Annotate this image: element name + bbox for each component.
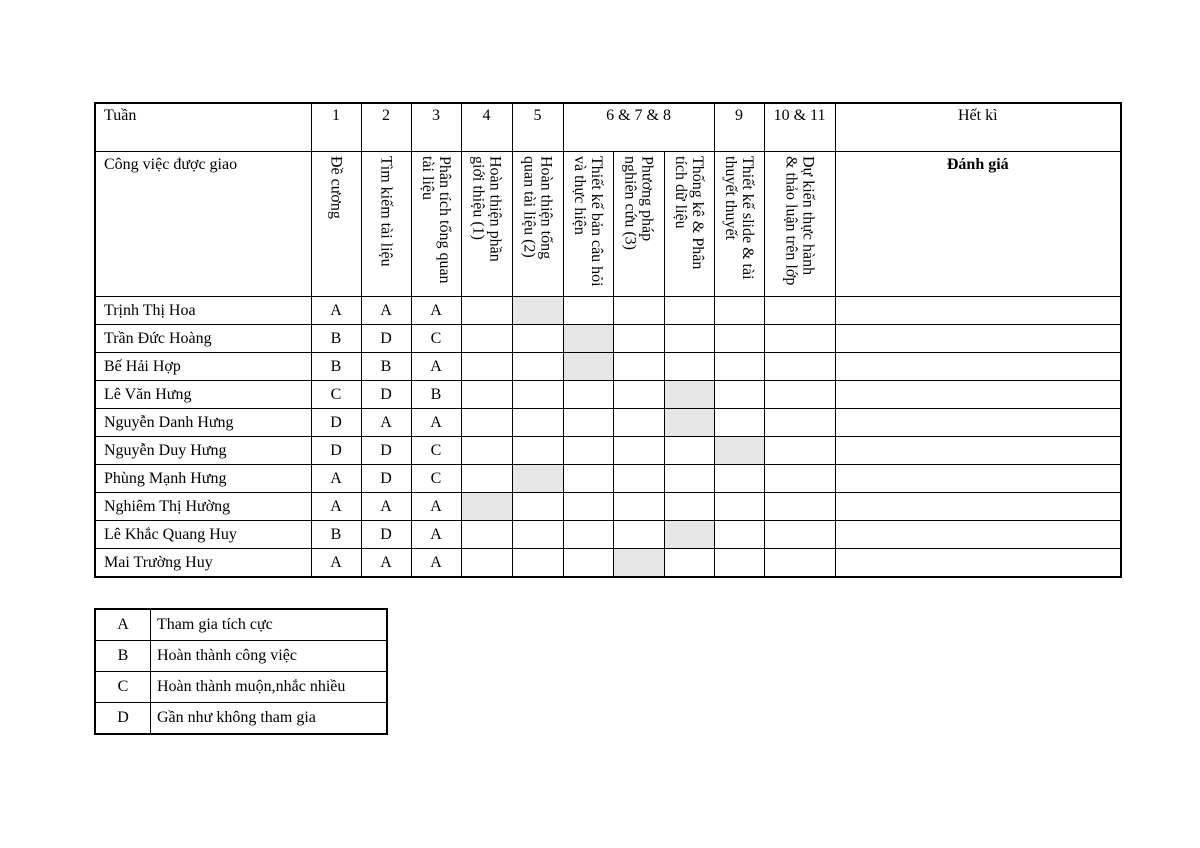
task-cell: [613, 325, 664, 353]
task-cell: [613, 381, 664, 409]
task-cell: [664, 325, 714, 353]
task-cell: [563, 297, 613, 325]
grade-cell: B: [411, 381, 461, 409]
task-cell: [512, 437, 563, 465]
student-row: [95, 297, 1121, 325]
task-cell: [361, 152, 411, 297]
task-cell: [563, 381, 613, 409]
task-cell: [563, 353, 613, 381]
student-row: [95, 325, 1121, 353]
task-cell: [512, 465, 563, 493]
task-cell: [512, 325, 563, 353]
task-cell: [461, 353, 512, 381]
grade-cell: D: [361, 325, 411, 353]
task-cell: [664, 353, 714, 381]
task-cell: [512, 549, 563, 578]
task-cell: [461, 493, 512, 521]
grade-cell: D: [311, 437, 361, 465]
grade-cell: A: [411, 493, 461, 521]
task-cell: [764, 521, 835, 549]
assignment-table: [94, 102, 1122, 578]
student-row: [95, 381, 1121, 409]
legend-row: [95, 703, 387, 735]
task-cell: [563, 437, 613, 465]
evaluation-cell: [835, 409, 1121, 437]
grade-cell: B: [311, 325, 361, 353]
grade-cell: A: [411, 409, 461, 437]
task-cell: [714, 353, 764, 381]
task-cell: [613, 353, 664, 381]
task-cell: [714, 152, 764, 297]
week-end-term: Hết kì: [835, 103, 1121, 152]
task-cell: [461, 381, 512, 409]
task-cell: [764, 465, 835, 493]
grade-cell: A: [311, 297, 361, 325]
student-row: [95, 353, 1121, 381]
task-cell: [664, 152, 714, 297]
grade-cell: A: [361, 409, 411, 437]
grade-cell: C: [411, 437, 461, 465]
week-9: 9: [714, 103, 764, 152]
week-header-row: [95, 103, 1121, 152]
task-cell: [461, 325, 512, 353]
grade-cell: D: [361, 381, 411, 409]
task-label: Hoàn thiện tổng quan tài liệu (2): [520, 156, 555, 260]
student-row: [95, 465, 1121, 493]
grade-cell: D: [361, 521, 411, 549]
grade-cell: D: [361, 437, 411, 465]
task-cell: [613, 549, 664, 578]
week-5: 5: [512, 103, 563, 152]
task-cell: [764, 437, 835, 465]
evaluation-cell: [835, 521, 1121, 549]
task-cell: [461, 549, 512, 578]
grade-cell: A: [361, 297, 411, 325]
grade-cell: B: [311, 353, 361, 381]
week-4: 4: [461, 103, 512, 152]
grade-cell: A: [411, 353, 461, 381]
task-cell: [613, 297, 664, 325]
task-cell: [764, 325, 835, 353]
task-label: Hoàn thiện phần giới thiệu (1): [469, 156, 504, 262]
task-label: Phân tích tổng quan tài liệu: [419, 156, 453, 284]
student-name: Nghiêm Thị Hường: [95, 493, 311, 521]
grade-cell: A: [411, 297, 461, 325]
task-cell: [714, 381, 764, 409]
task-cell: [563, 325, 613, 353]
task-cell: [664, 521, 714, 549]
task-cell: [512, 521, 563, 549]
task-cell: [714, 549, 764, 578]
student-name: Trịnh Thị Hoa: [95, 297, 311, 325]
task-cell: [311, 152, 361, 297]
student-name: Nguyễn Danh Hưng: [95, 409, 311, 437]
task-label: Thống kê & Phân tích dữ liệu: [672, 156, 707, 270]
evaluation-cell: [835, 549, 1121, 578]
grade-cell: D: [361, 465, 411, 493]
task-cell: [563, 152, 613, 297]
week-3: 3: [411, 103, 461, 152]
task-cell: [411, 152, 461, 297]
grade-cell: A: [311, 493, 361, 521]
task-cell: [714, 325, 764, 353]
task-cell: [764, 549, 835, 578]
evaluation-cell: [835, 381, 1121, 409]
task-cell: [512, 409, 563, 437]
task-cell: [764, 409, 835, 437]
task-cell: [461, 409, 512, 437]
grade-cell: A: [311, 549, 361, 578]
task-cell: [664, 465, 714, 493]
task-cell: [764, 381, 835, 409]
task-cell: [664, 409, 714, 437]
evaluation-header: Đánh giá: [835, 152, 1121, 297]
student-name: Phùng Mạnh Hưng: [95, 465, 311, 493]
task-cell: [664, 297, 714, 325]
student-name: Bế Hải Hợp: [95, 353, 311, 381]
grade-cell: A: [361, 493, 411, 521]
legend-desc: Tham gia tích cực: [151, 609, 388, 641]
legend-code: C: [95, 672, 151, 703]
task-cell: [664, 381, 714, 409]
task-cell: [764, 152, 835, 297]
grade-cell: A: [411, 521, 461, 549]
task-label: Thiết kế slide & tài thuyết thuyết: [722, 156, 757, 280]
grade-cell: C: [411, 465, 461, 493]
student-row: [95, 437, 1121, 465]
student-name: Nguyễn Duy Hưng: [95, 437, 311, 465]
task-label: Thiết kế bản câu hỏi và thực hiện: [571, 156, 605, 287]
task-cell: [764, 353, 835, 381]
task-cell: [563, 521, 613, 549]
task-label: Phương pháp nghiên cứu (3): [621, 156, 656, 250]
legend-row: [95, 641, 387, 672]
task-cell: [563, 409, 613, 437]
task-cell: [714, 465, 764, 493]
grade-cell: A: [311, 465, 361, 493]
grade-cell: B: [311, 521, 361, 549]
task-cell: [461, 152, 512, 297]
task-cell: [764, 493, 835, 521]
student-row: [95, 409, 1121, 437]
task-cell: [512, 353, 563, 381]
grade-cell: C: [311, 381, 361, 409]
task-cell: [714, 437, 764, 465]
task-label: Tìm kiếm tài liệu: [377, 156, 395, 267]
task-cell: [461, 521, 512, 549]
legend-desc: Gần như không tham gia: [151, 703, 388, 735]
task-cell: [613, 465, 664, 493]
week-2: 2: [361, 103, 411, 152]
student-name: Lê Văn Hưng: [95, 381, 311, 409]
student-row: [95, 521, 1121, 549]
task-cell: [613, 409, 664, 437]
task-cell: [461, 297, 512, 325]
task-cell: [461, 465, 512, 493]
legend-desc: Hoàn thành muộn,nhắc nhiều: [151, 672, 388, 703]
task-cell: [613, 152, 664, 297]
grade-cell: B: [361, 353, 411, 381]
task-cell: [563, 549, 613, 578]
task-cell: [664, 549, 714, 578]
student-rows: [95, 297, 1121, 578]
evaluation-cell: [835, 325, 1121, 353]
student-name: Trần Đức Hoàng: [95, 325, 311, 353]
task-cell: [512, 381, 563, 409]
evaluation-cell: [835, 297, 1121, 325]
task-cell: [563, 493, 613, 521]
grade-legend: [94, 608, 388, 735]
evaluation-cell: [835, 465, 1121, 493]
task-cell: [563, 465, 613, 493]
task-header-row: [95, 152, 1121, 297]
week-1: 1: [311, 103, 361, 152]
legend-code: B: [95, 641, 151, 672]
grade-cell: C: [411, 325, 461, 353]
evaluation-cell: [835, 353, 1121, 381]
task-label: Đề cương: [327, 156, 345, 219]
grade-cell: A: [411, 549, 461, 578]
task-label: Dự kiến thực hành & thảo luận trên lớp: [782, 156, 817, 286]
legend-row: [95, 672, 387, 703]
grade-cell: A: [361, 549, 411, 578]
task-cell: [664, 493, 714, 521]
week-6-7-8: 6 & 7 & 8: [563, 103, 714, 152]
task-cell: [613, 437, 664, 465]
task-cell: [714, 493, 764, 521]
evaluation-cell: [835, 493, 1121, 521]
legend-desc: Hoàn thành công việc: [151, 641, 388, 672]
task-cell: [512, 493, 563, 521]
task-header-label: Công việc được giao: [95, 152, 311, 297]
student-name: Lê Khắc Quang Huy: [95, 521, 311, 549]
student-row: [95, 549, 1121, 578]
evaluation-cell: [835, 437, 1121, 465]
task-cell: [714, 409, 764, 437]
task-cell: [461, 437, 512, 465]
legend-row: [95, 609, 387, 641]
task-cell: [613, 521, 664, 549]
grade-cell: D: [311, 409, 361, 437]
student-row: [95, 493, 1121, 521]
legend-code: A: [95, 609, 151, 641]
week-10-11: 10 & 11: [764, 103, 835, 152]
week-header-label: Tuần: [95, 103, 311, 152]
task-cell: [613, 493, 664, 521]
task-cell: [714, 297, 764, 325]
legend-code: D: [95, 703, 151, 735]
task-cell: [764, 297, 835, 325]
task-cell: [664, 437, 714, 465]
task-cell: [512, 152, 563, 297]
student-name: Mai Trường Huy: [95, 549, 311, 578]
task-cell: [512, 297, 563, 325]
task-cell: [714, 521, 764, 549]
